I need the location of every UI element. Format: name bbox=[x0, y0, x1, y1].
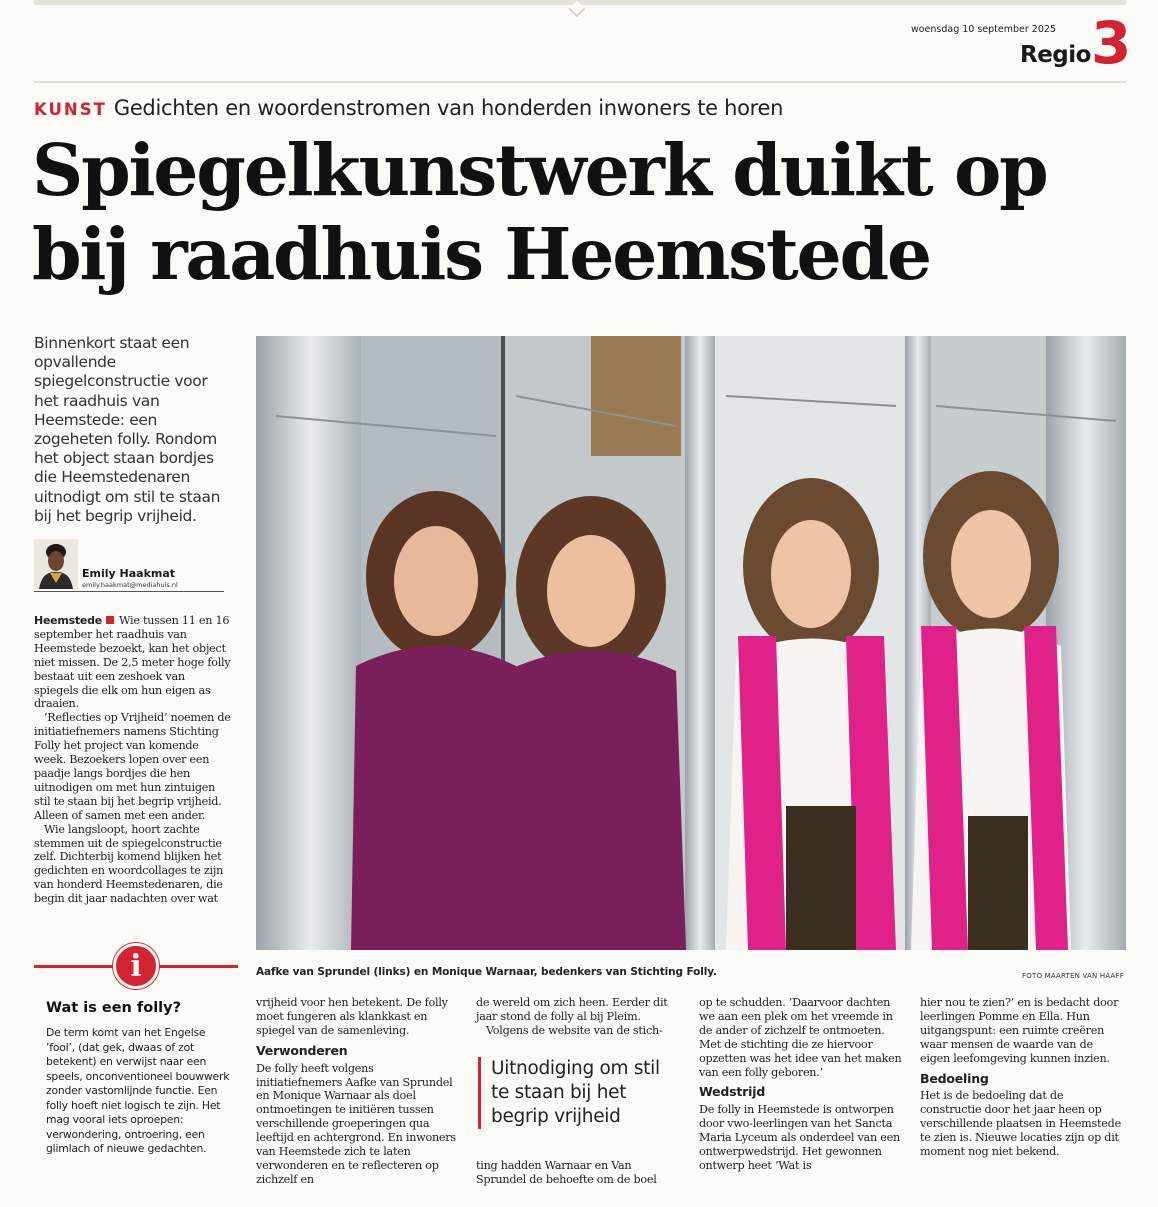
author-avatar bbox=[34, 539, 78, 589]
section-title: Regio bbox=[1020, 42, 1091, 68]
mirror-folly-photo bbox=[256, 336, 1126, 950]
headline: Spiegelkunstwerk duikt op bij raadhuis Heemstede bbox=[32, 128, 1047, 296]
paragraph: hier nou te zien?’ en is bedacht door leerlingen Pomme en Ella. Hun uitgangspunt: een ruimte creëren waar mensen de waarde van de eigen leefomgeving kunnen inzien. bbox=[920, 996, 1119, 1065]
byline-rule bbox=[34, 591, 224, 592]
issue-date: woensdag 10 september 2025 bbox=[910, 24, 1056, 35]
dateline: Heemstede bbox=[34, 614, 102, 627]
dateline-marker-icon bbox=[106, 616, 114, 624]
infobox-text: De term komt van het Engelse ’fool’, (dat gek, dwaas of zot betekent) en verwijst naar een speels, onconventioneel bouwwerk zonder vastomlijnde functie. Een folly hoeft niet logisch te zijn. Het mag vooral iets oproepen: verwondering, ontroering, een glimlach of nieuwe gedachten. bbox=[46, 1026, 230, 1155]
paragraph: Wie langsloopt, hoort zachte stemmen uit de spiegelconstructie zelf. Dichterbij komend blijken het gedichten en woordcollages te zijn van honderd Heemstedenaren, die begin dit jaar nadachten over wat bbox=[34, 822, 224, 906]
paragraph: Wie tussen 11 en 16 september het raadhuis van Heemstede bezoekt, kan het object niet missen. De 2,5 meter hoge folly bestaat uit een zeshoek van spiegels die elk om hun eigen as draaien. bbox=[34, 614, 231, 711]
kicker-tag: KUNST bbox=[34, 100, 107, 119]
body-column-1 bbox=[34, 614, 232, 906]
author-photo-icon bbox=[34, 539, 78, 589]
paragraph: Het is de bedoeling dat de constructie door het jaar heen op verschillende plaatsen in Heemstede te zien is. Nieuwe locaties zijn op dit moment nog niet bekend. bbox=[920, 1089, 1121, 1159]
subheading: Wedstrijd bbox=[699, 1084, 766, 1100]
paragraph: De folly in Heemstede is ontworpen door vwo-leerlingen van het Sancta Maria Lyceum als onderdeel van een ontwerpwedstrijd. Het gewonnen ontwerp heet ’Wat is bbox=[699, 1103, 900, 1172]
kicker bbox=[34, 96, 783, 120]
paragraph: ting hadden Warnaar en Van Sprundel de behoefte om de boel bbox=[476, 1159, 657, 1186]
body-column-2 bbox=[256, 996, 456, 1187]
author-name: Emily Haakmat bbox=[82, 567, 176, 580]
photo-credit: FOTO MAARTEN VAN HAAFF bbox=[1022, 972, 1124, 980]
intro-text: Binnenkort staat een opvallende spiegelconstructie voor het raadhuis van Heemstede: een zogeheten folly. Rondom het object staan bordjes die Heemstedenaren uitnodigt om stil te staan bij het begrip vrijheid. bbox=[34, 334, 221, 525]
body-column-5 bbox=[920, 996, 1125, 1159]
page-number: 3 bbox=[1091, 9, 1132, 77]
byline bbox=[34, 537, 224, 593]
kicker-subtitle: Gedichten en woordenstromen van honderden inwoners te horen bbox=[113, 96, 784, 120]
photo-caption: Aafke van Sprundel (links) en Monique Warnaar, bedenkers van Stichting Folly. bbox=[256, 966, 717, 978]
paragraph: ’Reflecties op Vrijheid’ noemen de initiatiefnemers namens Stichting Folly het project van komende week. Bezoekers lopen over een paadje langs bordjes die hen uitnodigen om met hun zintuigen stil te staan bij het begrip vrijheid. Alleen of samen met een ander. bbox=[34, 711, 231, 822]
paragraph: op te schudden. ’Daarvoor dachten we aan een plek om het vreemde in de ander of zichzelf te ontmoeten. Met de stichting die ze hiervoor opzetten was het idee van het maken van een folly geboren.’ bbox=[699, 996, 902, 1079]
body-column-3-bottom bbox=[476, 1159, 680, 1187]
body-column-3-top bbox=[476, 996, 680, 1038]
author-email[interactable]: emily.haakmat@mediahuis.nl bbox=[82, 581, 178, 589]
pull-quote: Uitnodiging om stil te staan bij het begrip vrijheid bbox=[478, 1057, 678, 1129]
body-column-4 bbox=[699, 996, 904, 1173]
paragraph: Volgens de website van de stich- bbox=[486, 1023, 663, 1037]
info-icon: i bbox=[113, 943, 159, 989]
paragraph: de wereld om zich heen. Eerder dit jaar stond de folly al bij Pleim. bbox=[476, 996, 668, 1023]
header-rule bbox=[34, 81, 1126, 83]
subheading: Verwonderen bbox=[256, 1042, 348, 1058]
paragraph: De folly heeft volgens initiatiefnemers Aafke van Sprundel en Monique Warnaar als doel ontmoetingen te initiëren tussen verschillende groeperingen qua leeftijd en achtergrond. En inwoners van Heemstede zich te laten verwonderen en te reflecteren op zichzelf en bbox=[256, 1061, 456, 1186]
article-photo bbox=[256, 336, 1126, 950]
paragraph: vrijheid voor hen betekent. De folly moet fungeren als klankkast en spiegel van de samenleving. bbox=[256, 996, 448, 1037]
subheading: Bedoeling bbox=[920, 1070, 989, 1086]
infobox-title: Wat is een folly? bbox=[46, 1000, 182, 1016]
